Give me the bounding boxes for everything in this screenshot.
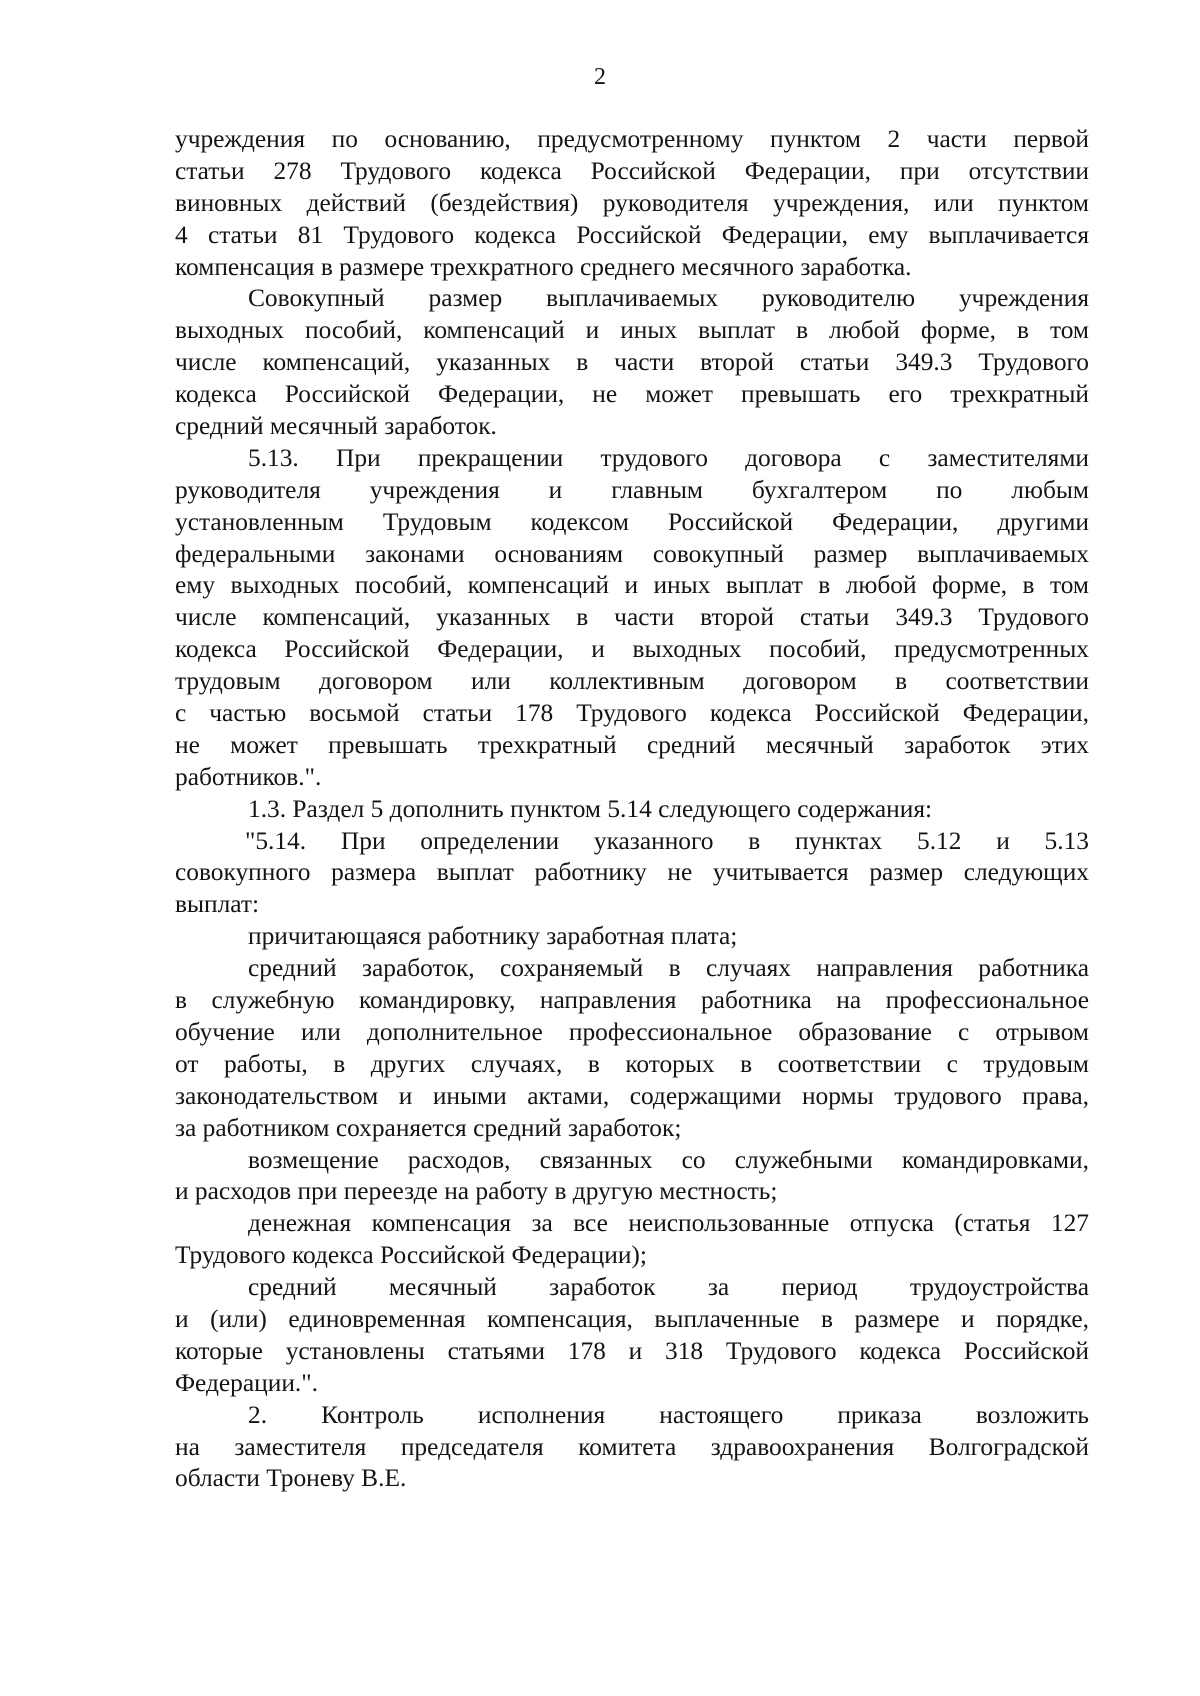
text-line: на заместителя председателя комитета здравоохранения Волгоградской: [175, 1432, 1089, 1461]
text-line: от работы, в других случаях, в которых в соответствии с трудовым: [175, 1049, 1089, 1078]
text-line: числе компенсаций, указанных в части второй статьи 349.3 Трудового: [175, 603, 1089, 632]
page-number: 2: [594, 64, 606, 90]
text-line: учреждения по основанию, предусмотренному пунктом 2 части первой: [175, 125, 1089, 153]
document-body: [175, 124, 1089, 1495]
text-line: средний заработок, сохраняемый в случаях направления работника: [248, 954, 1089, 983]
text-line: Трудового кодекса Российской Федерации);: [175, 1241, 647, 1270]
text-line: не может превышать трехкратный средний месячный заработок этих: [175, 730, 1089, 759]
text-line: законодательством и иными актами, содержащими нормы трудового права,: [175, 1081, 1089, 1110]
text-line: и расходов при переезде на работу в другую местность;: [175, 1177, 778, 1206]
text-line: установленным Трудовым кодексом Российской Федерации, другими: [175, 507, 1089, 536]
text-line: Совокупный размер выплачиваемых руководителю учреждения: [248, 284, 1089, 313]
text-line: за работником сохраняется средний заработок;: [175, 1113, 682, 1142]
text-line: совокупного размера выплат работнику не учитывается размер следующих: [175, 858, 1089, 887]
text-line: 5.13. При прекращении трудового договора с заместителями: [248, 443, 1089, 472]
text-line: 4 статьи 81 Трудового кодекса Российской Федерации, ему выплачивается: [175, 220, 1089, 249]
text-line: компенсация в размере трехкратного среднего месячного заработка.: [175, 252, 912, 281]
text-line: выплат:: [175, 890, 260, 919]
text-line: виновных действий (бездействия) руководителя учреждения, или пунктом: [175, 188, 1089, 217]
text-line: 1.3. Раздел 5 дополнить пунктом 5.14 следующего содержания:: [248, 794, 933, 823]
text-line: области Троневу В.Е.: [175, 1464, 407, 1493]
text-line: которые установлены статьями 178 и 318 Трудового кодекса Российской: [175, 1336, 1089, 1365]
text-line: причитающаяся работнику заработная плата;: [248, 922, 738, 951]
text-line: возмещение расходов, связанных со служебными командировками,: [248, 1145, 1089, 1174]
text-line: числе компенсаций, указанных в части второй статьи 349.3 Трудового: [175, 348, 1089, 377]
text-line: "5.14. При определении указанного в пунктах 5.12 и 5.13: [245, 826, 1089, 855]
text-line: средний месячный заработок.: [175, 412, 497, 441]
text-line: кодекса Российской Федерации, и выходных пособий, предусмотренных: [175, 635, 1089, 664]
text-line: федеральными законами основаниям совокупный размер выплачиваемых: [175, 539, 1089, 568]
text-line: с частью восьмой статьи 178 Трудового кодекса Российской Федерации,: [175, 699, 1089, 728]
text-line: статьи 278 Трудового кодекса Российской Федерации, при отсутствии: [175, 156, 1089, 185]
text-line: средний месячный заработок за период трудоустройства: [248, 1273, 1089, 1302]
text-line: руководителя учреждения и главным бухгалтером по любым: [175, 475, 1089, 504]
text-line: работников.".: [175, 762, 322, 791]
text-line: Федерации.".: [175, 1368, 318, 1397]
text-line: ему выходных пособий, компенсаций и иных выплат в любой форме, в том: [175, 571, 1089, 600]
text-line: денежная компенсация за все неиспользованные отпуска (статья 127: [248, 1209, 1089, 1238]
text-line: 2. Контроль исполнения настоящего приказа возложить: [248, 1400, 1089, 1429]
text-line: выходных пособий, компенсаций и иных выплат в любой форме, в том: [175, 316, 1089, 345]
text-line: обучение или дополнительное профессиональное образование с отрывом: [175, 1017, 1089, 1046]
text-line: в служебную командировку, направления работника на профессиональное: [175, 986, 1089, 1015]
text-line: трудовым договором или коллективным договором в соответствии: [175, 667, 1089, 696]
text-line: и (или) единовременная компенсация, выплаченные в размере и порядке,: [175, 1304, 1089, 1333]
text-line: кодекса Российской Федерации, не может превышать его трехкратный: [175, 380, 1089, 409]
